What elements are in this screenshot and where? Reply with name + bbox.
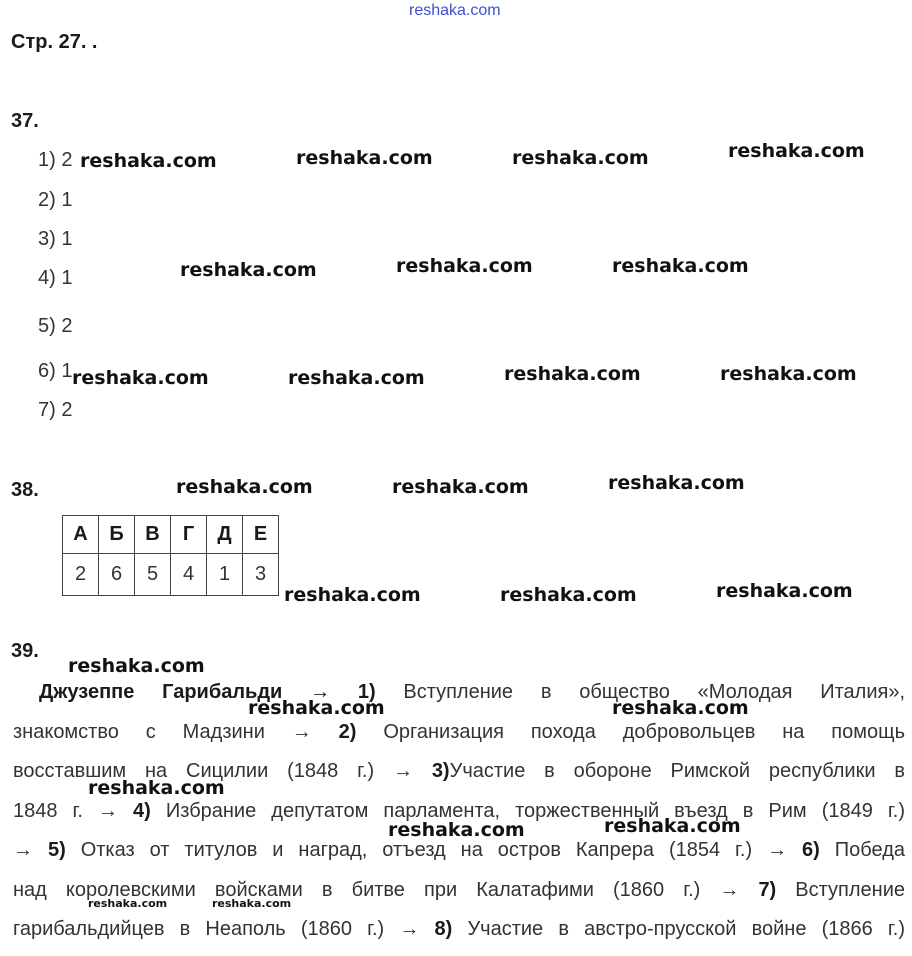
step-marker: Джузеппе Гарибальди → 1) [39,681,376,703]
task-37-answer-1: 1) 2 [38,149,73,171]
watermark: reshaka.com [392,476,529,498]
task-37-answer-6: 6) 1 [38,360,73,382]
watermark: reshaka.com [248,697,385,719]
header-cell: В [135,516,171,554]
value-cell: 1 [207,554,243,596]
value-cell: 5 [135,554,171,596]
paragraph-text: Победа [819,839,906,861]
paragraph-text: знакомство с Мадзини → [13,720,339,743]
paragraph-text: над королевскими войсками в битве при Калатафими (1860 г.) → [13,878,759,901]
watermark: reshaka.com [608,472,745,494]
value-cell: 4 [171,554,207,596]
step-marker: 4) [133,799,151,822]
paragraph-text: гарибальдийцев в Неаполь (1860 г.) → [13,918,435,940]
watermark: reshaka.com [388,819,525,841]
watermark: reshaka.com [612,255,749,277]
task-38-number: 38. [11,479,39,501]
paragraph-line [13,910,905,950]
paragraph-text: Избрание депутатом парламента, торжественный въезд в Рим (1849 г.) [150,799,905,822]
header-cell: Г [171,516,207,554]
task-37-number: 37. [11,110,39,132]
answer-table-value-row [63,554,279,596]
paragraph-text: Участие в обороне Римской республики в [449,760,905,782]
paragraph-text: Вступление в общество «Молодая Италия», [375,681,906,703]
page-header: Стр. 27. . [11,31,98,53]
task-39-number: 39. [11,640,39,662]
watermark: reshaka.com [728,140,865,162]
watermark: reshaka.com [720,363,857,385]
paragraph-text: восставшим на Сицилии (1848 г.) → [13,760,432,782]
watermark: reshaka.com [72,367,209,389]
watermark: reshaka.com [612,697,749,719]
task-37-answer-2: 2) 1 [38,189,73,211]
paragraph-text: Участие в австро-прусской войне (1866 г.) [452,918,905,940]
watermark: reshaka.com [500,584,637,606]
watermark: reshaka.com [604,815,741,837]
answer-table-header-row [63,516,279,554]
value-cell: 2 [63,554,99,596]
watermark: reshaka.com [396,255,533,277]
task-37-answer-7: 7) 2 [38,399,73,421]
watermark: reshaka.com [88,897,168,910]
watermark: reshaka.com [284,584,421,606]
watermark: reshaka.com [212,897,292,910]
paragraph-text: Отказ от титулов и наград, отъезд на остров Капрера (1854 г.) → [65,839,803,861]
watermark: reshaka.com [288,367,425,389]
watermark: reshaka.com [176,476,313,498]
step-marker: 7) [758,878,777,901]
watermark: reshaka.com [88,777,225,799]
header-cell: Д [207,516,243,554]
task-37-answer-3: 3) 1 [38,228,73,250]
task-37-answer-4: 4) 1 [38,267,73,289]
paragraph-text: 1848 г. → [13,799,134,822]
value-cell: 6 [99,554,135,596]
header-cell: Е [243,516,279,554]
paragraph-text: Организация похода добровольцев на помощь [356,720,905,743]
step-marker: 6) [802,839,820,861]
watermark: reshaka.com [180,259,317,281]
header-cell: Б [99,516,135,554]
step-marker: 5) [47,839,66,861]
watermark: reshaka.com [68,655,205,677]
watermark: reshaka.com [512,147,649,169]
paragraph-text: Вступление [776,878,905,901]
watermark: reshaka.com [716,580,853,602]
value-cell: 3 [243,554,279,596]
step-marker: 8) [434,918,453,940]
header-cell: А [63,516,99,554]
step-marker: 3) [431,760,450,782]
watermark: reshaka.com [80,150,217,172]
watermark-top: reshaka.com [409,2,501,19]
watermark: reshaka.com [504,363,641,385]
answer-table [62,515,279,596]
paragraph-line [13,713,905,753]
watermark: reshaka.com [296,147,433,169]
task-37-answer-5: 5) 2 [38,315,73,337]
step-marker: 2) [338,720,357,743]
paragraph-text: → [13,839,48,861]
paragraph-line [13,673,905,713]
